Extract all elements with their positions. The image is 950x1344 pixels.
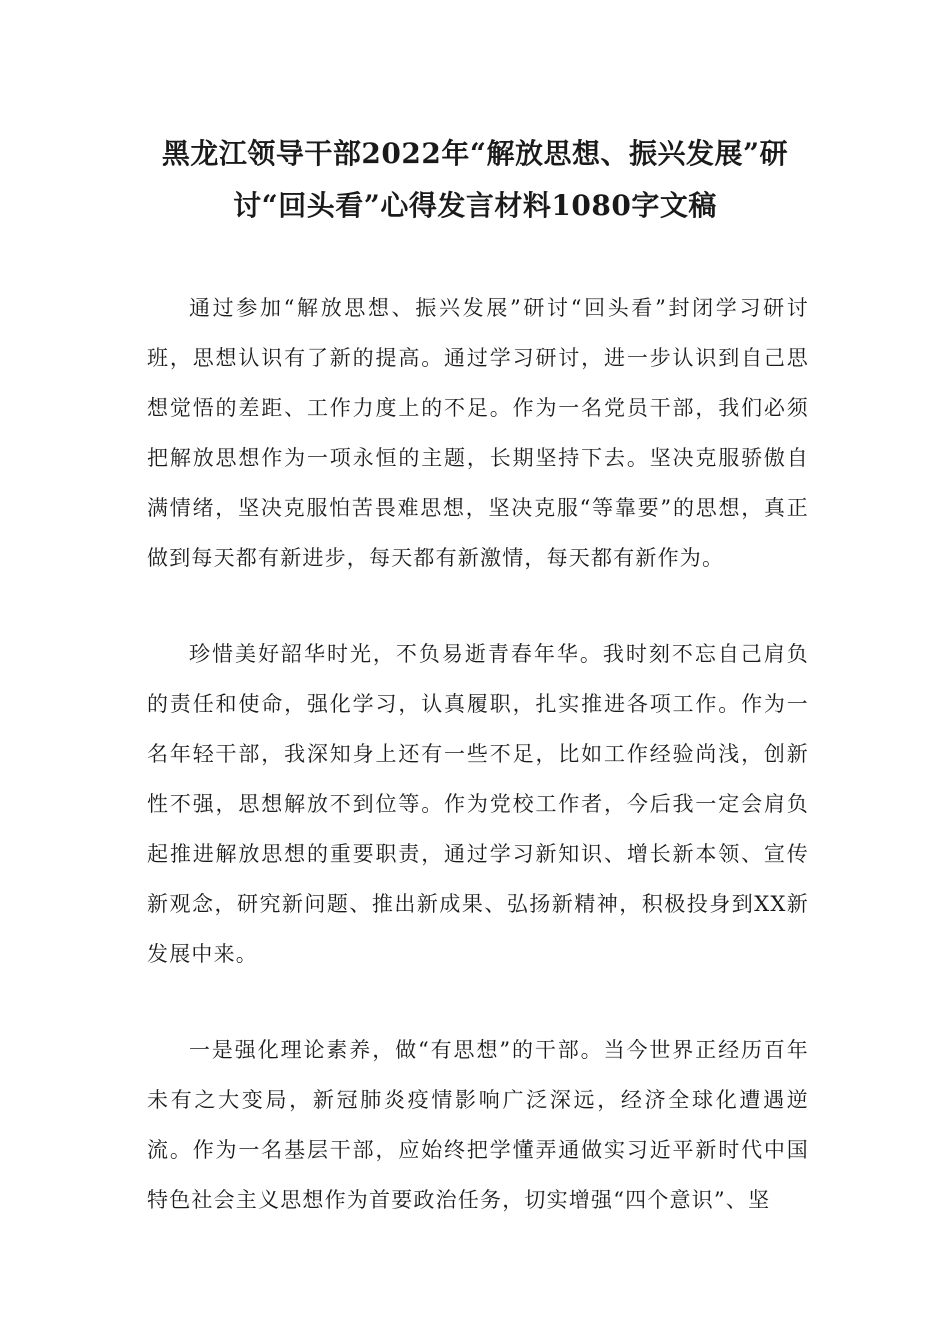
paragraph-2: 珍惜美好韶华时光，不负易逝青春年华。我时刻不忘自己肩负的责任和使命，强化学习，认真履职，扎实推进各项工作。作为一名年轻干部，我深知身上还有一些不足，比如工作经验尚浅，创新性不强，思想解放不到位等。作为党校工作者，今后我一定会肩负起推进解放思想的重要职责，通过学习新知识、增长新本领、宣传新观念，研究新问题、推出新成果、弘扬新精神，积极投身到XX新发展中来。 [147, 642, 809, 966]
title-line-2: 讨“回头看”心得发言材料1080字文稿 [233, 189, 717, 222]
paragraph-3: 一是强化理论素养，做“有思想”的干部。当今世界正经历百年未有之大变局，新冠肺炎疫情影响广泛深远，经济全球化遭遇逆流。作为一名基层干部，应始终把学懂弄通做实习近平新时代中国特色社会主义思想作为首要政治任务，切实增强“四个意识”、坚 [147, 1038, 809, 1212]
paragraph-1: 通过参加“解放思想、振兴发展”研讨“回头看”封闭学习研讨班，思想认识有了新的提高。通过学习研讨，进一步认识到自己思想觉悟的差距、工作力度上的不足。作为一名党员干部，我们必须把解放思想作为一项永恒的主题，长期坚持下去。坚决克服骄傲自满情绪，坚决克服怕苦畏难思想，坚决克服“等靠要”的思想，真正做到每天都有新进步，每天都有新激情，每天都有新作为。 [147, 296, 809, 570]
document-body [147, 283, 809, 1271]
document-title [130, 128, 820, 232]
title-line-1: 黑龙江领导干部2022年“解放思想、振兴发展”研 [161, 137, 789, 170]
